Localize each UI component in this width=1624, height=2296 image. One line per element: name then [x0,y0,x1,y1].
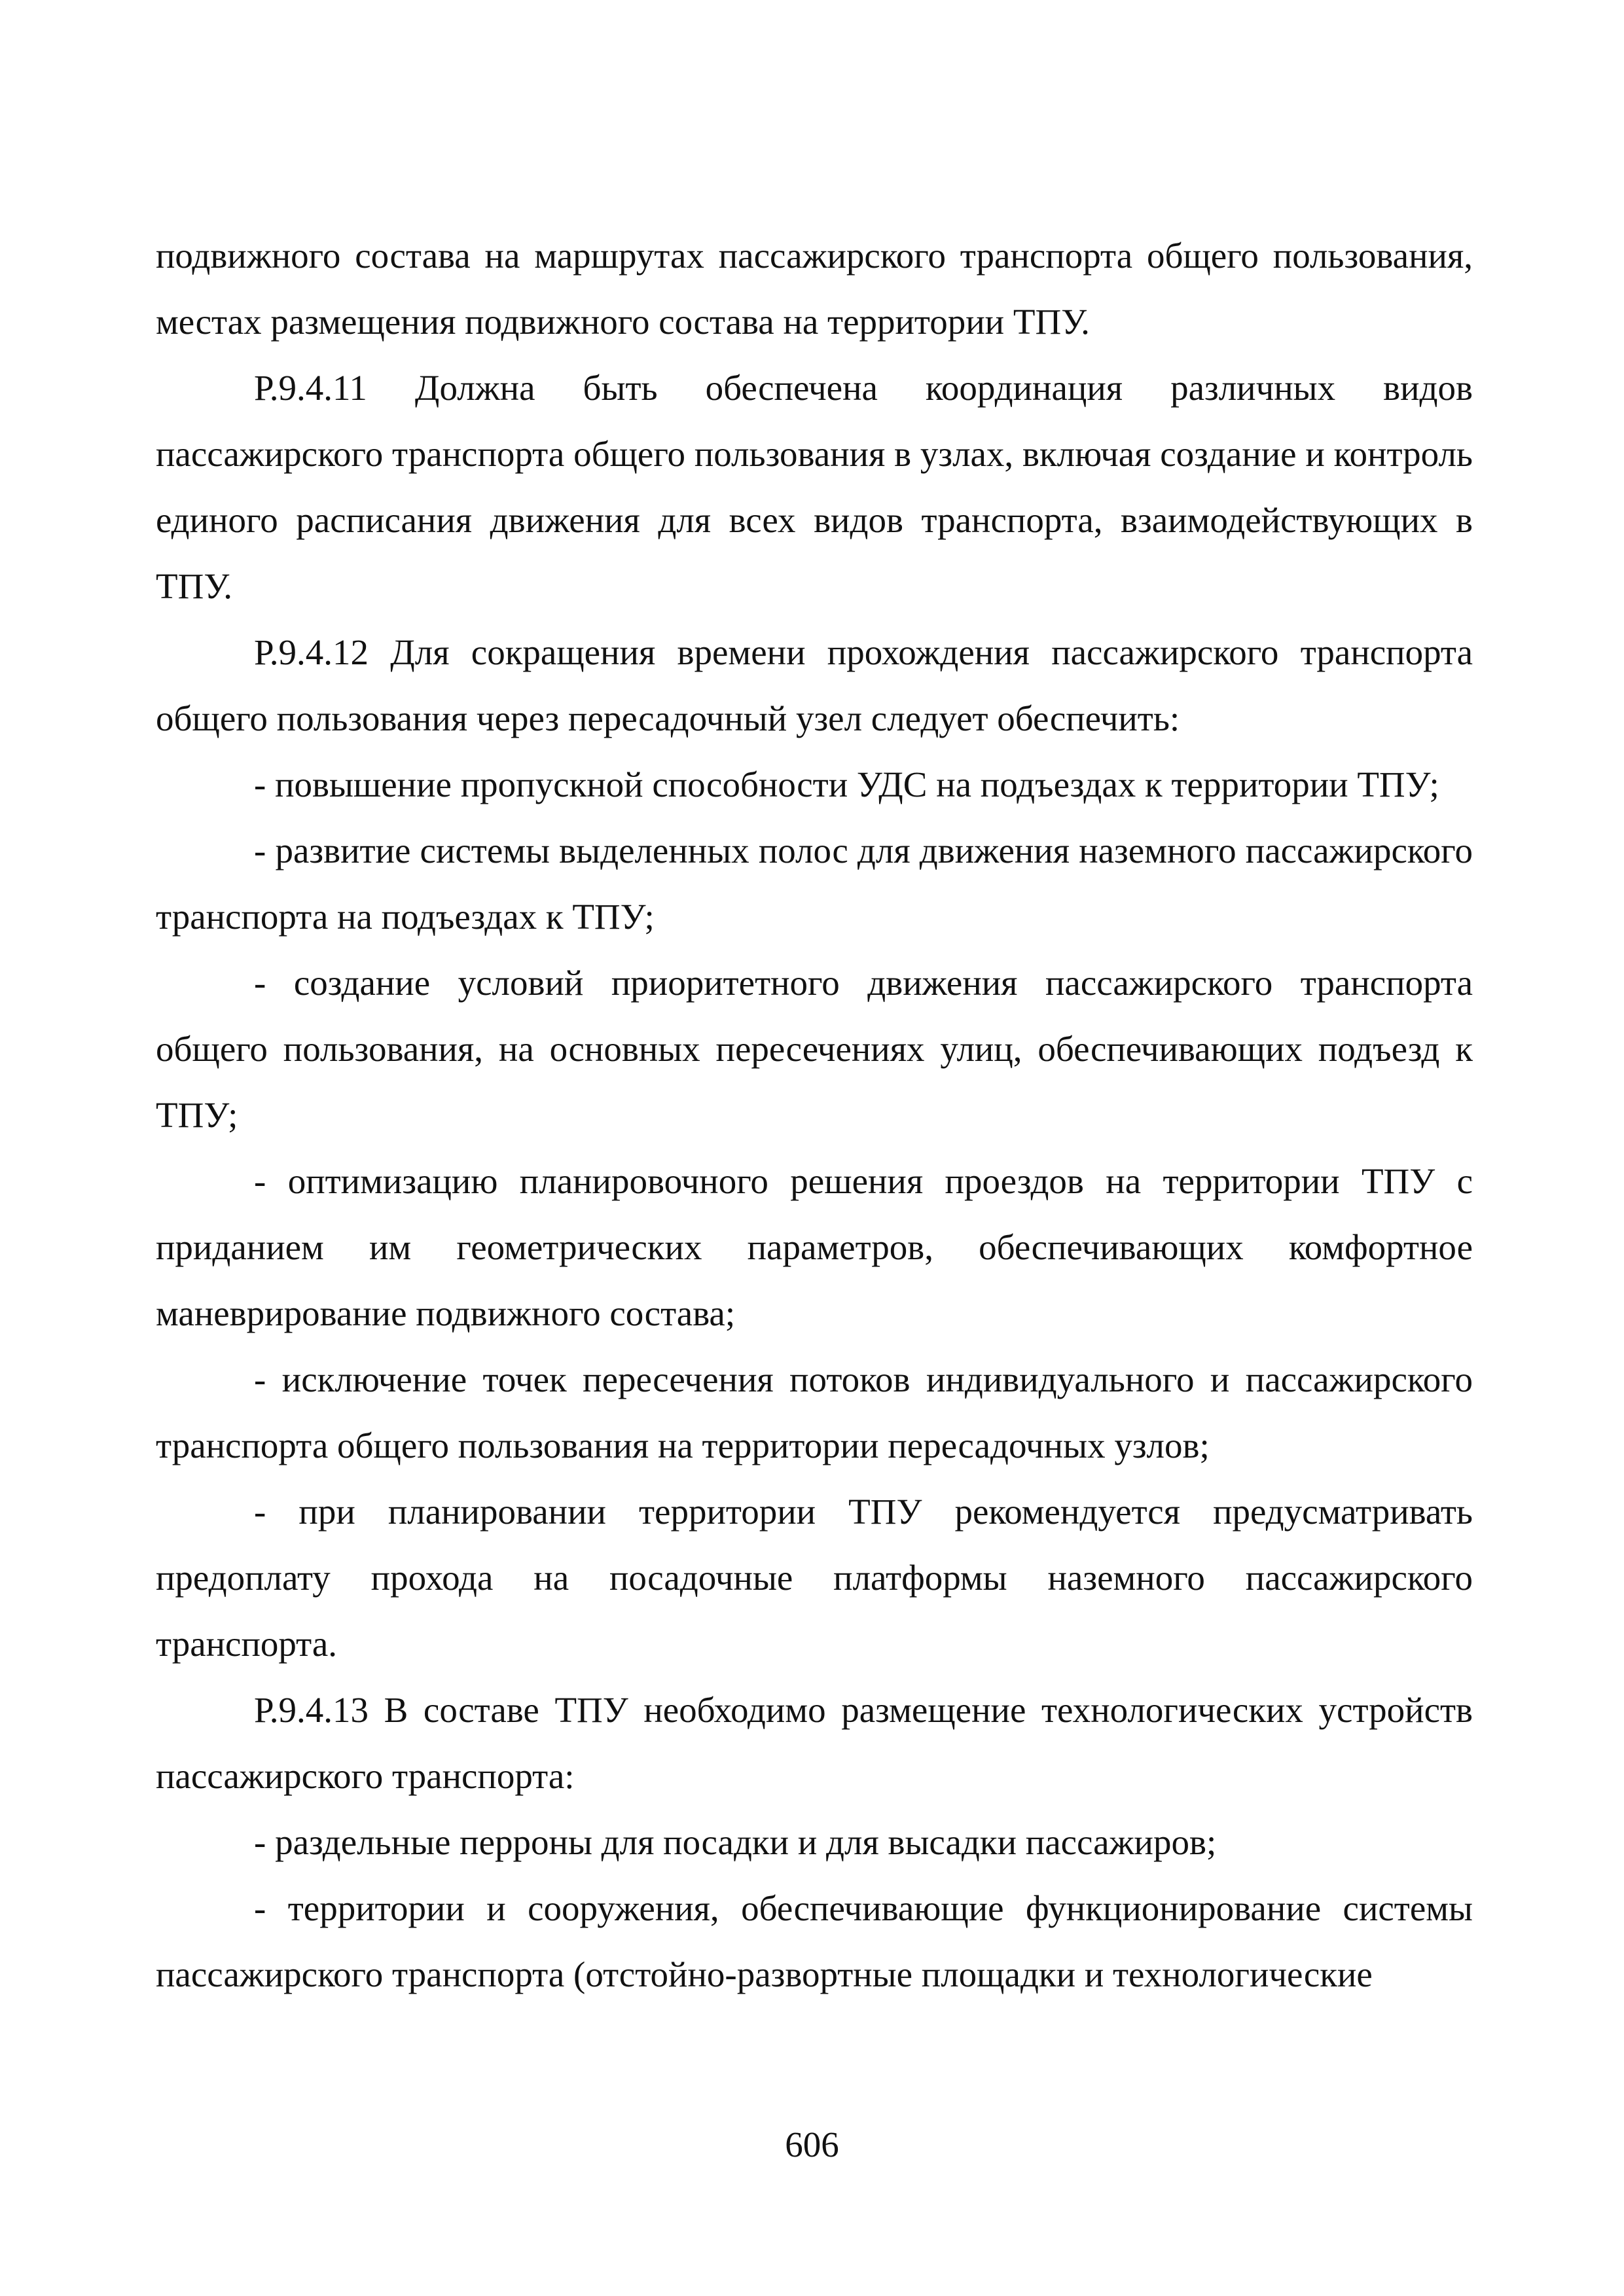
paragraph-p9-4-13: Р.9.4.13 В составе ТПУ необходимо размещение технологических устройств пассажирского транспорта: [156,1690,1473,1796]
paragraph-p9-4-12: Р.9.4.12 Для сокращения времени прохождения пассажирского транспорта общего пользования через пересадочный узел следует обеспечить: [156,632,1473,738]
list-item: - исключение точек пересечения потоков индивидуального и пассажирского транспорта общего пользования на территории пересадочных узлов; [156,1359,1473,1465]
page-number: 606 [785,2125,839,2164]
list-item: - создание условий приоритетного движения пассажирского транспорта общего пользования, на основных пересечениях улиц, обеспечивающих подъезд к ТПУ; [156,963,1473,1135]
document-body [156,223,1473,2007]
list-item: - повышение пропускной способности УДС на подъездах к территории ТПУ; [254,764,1439,804]
list-item: - при планировании территории ТПУ рекомендуется предусматривать предоплату прохода на посадочные платформы наземного пассажирского транспорта. [156,1492,1473,1664]
paragraph-continuation: подвижного состава на маршрутах пассажирского транспорта общего пользования, местах размещения подвижного состава на территории ТПУ. [156,236,1473,342]
list-item: - оптимизацию планировочного решения проездов на территории ТПУ с приданием им геометрических параметров, обеспечивающих комфортное маневрирование подвижного состава; [156,1161,1473,1333]
list-item: - раздельные перроны для посадки и для высадки пассажиров; [254,1822,1217,1862]
list-item: - развитие системы выделенных полос для движения наземного пассажирского транспорта на подъездах к ТПУ; [156,831,1473,937]
list-item: - территории и сооружения, обеспечивающие функционирование системы пассажирского транспорта (отстойно-развортные площадки и технологические [156,1888,1473,1994]
paragraph-p9-4-11: Р.9.4.11 Должна быть обеспечена координация различных видов пассажирского транспорта общего пользования в узлах, включая создание и контроль единого расписания движения для всех видов транспорта, взаимодействующих в ТПУ. [156,368,1473,606]
